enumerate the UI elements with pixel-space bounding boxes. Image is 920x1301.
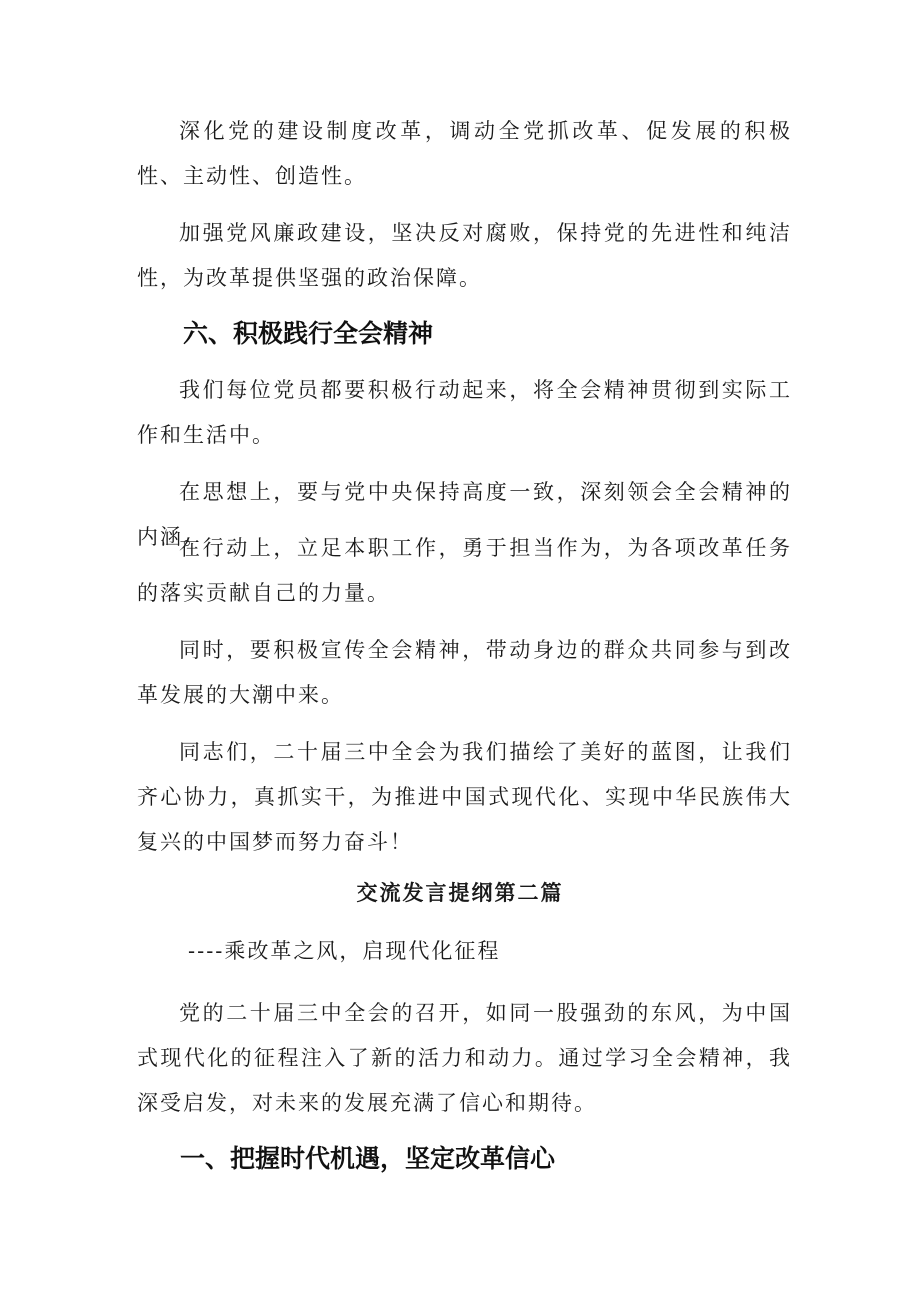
paragraph-action: 在行动上，立足本职工作，勇于担当作为，为各项改革任务的落实贡献自己的力量。 (137, 536, 792, 605)
paragraph-publicize: 同时，要积极宣传全会精神，带动身边的群众共同参与到改革发展的大潮中来。 (137, 638, 792, 707)
paragraph-plenum-intro: 党的二十届三中全会的召开，如同一股强劲的东风，为中国式现代化的征程注入了新的活力和动力。通过学习全会精神，我深受启发，对未来的发展充满了信心和期待。 (137, 1001, 792, 1115)
paragraph-members-act: 我们每位党员都要积极行动起来，将全会精神贯彻到实际工作和生活中。 (137, 378, 792, 447)
section-heading-one: 一、把握时代机遇，坚定改革信心 (180, 1144, 556, 1173)
paragraph-closing: 同志们，二十届三中全会为我们描绘了美好的蓝图，让我们齐心协力，真抓实干，为推进中国式现代化、实现中华民族伟大复兴的中国梦而努力奋斗！ (137, 740, 792, 854)
document-title-part-two: 交流发言提纲第二篇 (356, 880, 564, 905)
document-subtitle: ----乘改革之风，启现代化征程 (188, 939, 501, 963)
paragraph-ideology: 在思想上，要与党中央保持高度一致，深刻领会全会精神的内涵。 (137, 480, 792, 549)
paragraph-party-building-reform: 深化党的建设制度改革，调动全党抓改革、促发展的积极性、主动性、创造性。 (137, 119, 792, 188)
paragraph-anti-corruption: 加强党风廉政建设，坚决反对腐败，保持党的先进性和纯洁性，为改革提供坚强的政治保障。 (137, 221, 792, 290)
section-heading-six: 六、积极践行全会精神 (183, 319, 434, 348)
